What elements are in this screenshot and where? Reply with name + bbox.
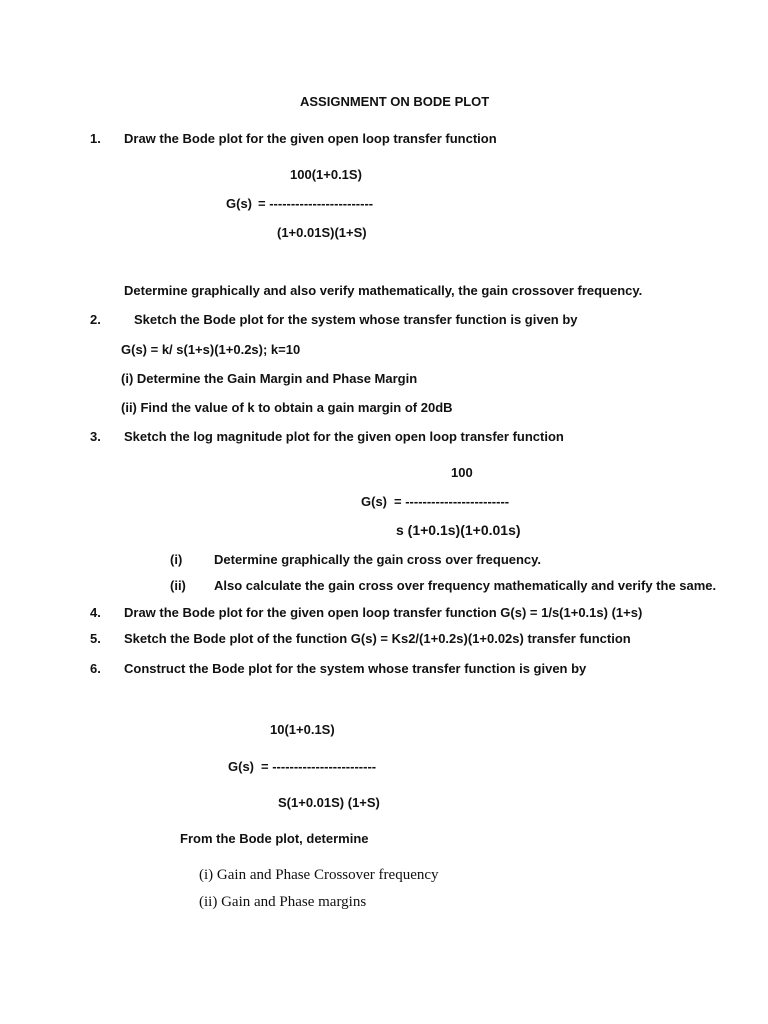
q3-lhs: G(s)	[361, 494, 387, 509]
q2-part-ii: (ii) Find the value of k to obtain a gain margin of 20dB	[121, 400, 453, 415]
q3-denominator: s (1+0.1s)(1+0.01s)	[396, 522, 521, 538]
q2-number: 2.	[90, 312, 101, 327]
q6-from-text: From the Bode plot, determine	[180, 831, 369, 846]
q1-denominator: (1+0.01S)(1+S)	[277, 225, 367, 240]
q1-numerator: 100(1+0.1S)	[290, 167, 362, 182]
q1-number: 1.	[90, 131, 101, 146]
q6-numerator: 10(1+0.1S)	[270, 722, 335, 737]
q5-text: Sketch the Bode plot of the function G(s) = Ks2/(1+0.2s)(1+0.02s) transfer function	[124, 631, 631, 646]
q6-fraction-line: = ------------------------	[261, 759, 377, 774]
q1-fraction-line: = ------------------------	[258, 196, 374, 211]
q6-part-ii: (ii) Gain and Phase margins	[199, 894, 367, 910]
q2-text: Sketch the Bode plot for the system whose transfer function is given by	[134, 312, 578, 327]
q6-denominator: S(1+0.01S) (1+S)	[278, 795, 380, 810]
q1-lhs: G(s)	[226, 196, 252, 211]
q5-number: 5.	[90, 631, 101, 646]
q3-sub-ii-label: (ii)	[170, 578, 186, 593]
q3-sub-ii-text: Also calculate the gain cross over frequency mathematically and verify the same.	[214, 578, 717, 593]
q1-text: Draw the Bode plot for the given open loop transfer function	[124, 131, 497, 146]
q3-text: Sketch the log magnitude plot for the given open loop transfer function	[124, 429, 564, 444]
q6-text: Construct the Bode plot for the system whose transfer function is given by	[124, 661, 587, 676]
q6-number: 6.	[90, 661, 101, 676]
q2-function: G(s) = k/ s(1+s)(1+0.2s); k=10	[121, 342, 301, 357]
q3-numerator: 100	[451, 465, 473, 480]
q4-text: Draw the Bode plot for the given open loop transfer function G(s) = 1/s(1+0.1s) (1+s)	[124, 605, 643, 620]
q3-sub-i-label: (i)	[170, 552, 183, 567]
q3-fraction-line: = ------------------------	[394, 494, 510, 509]
q6-lhs: G(s)	[228, 759, 254, 774]
q1-task: Determine graphically and also verify mathematically, the gain crossover frequency.	[124, 283, 643, 298]
q3-sub-i-text: Determine graphically the gain cross over frequency.	[214, 552, 542, 567]
q4-number: 4.	[90, 605, 101, 620]
q6-part-i: (i) Gain and Phase Crossover frequency	[199, 867, 439, 883]
q3-number: 3.	[90, 429, 101, 444]
page-title: ASSIGNMENT ON BODE PLOT	[300, 94, 490, 109]
q2-part-i: (i) Determine the Gain Margin and Phase Margin	[121, 371, 418, 386]
